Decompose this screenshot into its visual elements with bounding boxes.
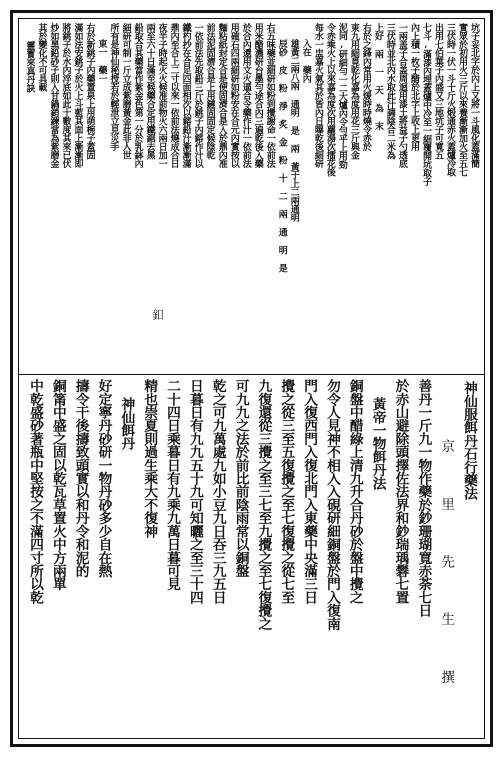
text-column xyxy=(420,23,432,370)
text-column xyxy=(206,379,229,734)
text-column xyxy=(204,23,216,370)
lower-text-columns xyxy=(23,379,480,734)
text-column xyxy=(432,23,444,370)
text-column xyxy=(389,379,412,734)
column-text: 右於新銚子內藥置泉上用萌椀子蓋固 xyxy=(84,23,95,159)
text-column xyxy=(168,23,180,370)
text-column xyxy=(71,23,83,370)
column-text: 前法泥固濟合是上用鏈固固定候陰乾 xyxy=(204,23,215,159)
text-column xyxy=(274,379,297,734)
column-text: 一兩盖子合盖周迴用漆土將益子勺透底 xyxy=(396,23,407,168)
column-text: 東九用細覓乾化嘉為度用花三斤與金 xyxy=(348,23,359,159)
column-text: 令赤乘火上以來嘉為度次用蘿湯次擂花後 xyxy=(324,23,335,176)
text-column xyxy=(343,379,366,734)
text-column xyxy=(468,23,480,370)
page-border xyxy=(18,18,485,739)
text-column xyxy=(320,379,343,734)
column-text: 日暮日有九九五十九可知曬之至三十四 xyxy=(186,379,203,604)
text-column xyxy=(411,379,434,734)
column-text: 三伏時並北內水取此汁調陰合二米為 xyxy=(384,23,395,159)
text-column xyxy=(252,379,275,734)
text-column xyxy=(216,23,228,370)
column-text: 於合內還用文火逼合令藥作汁一依前法 xyxy=(240,23,251,168)
text-column xyxy=(183,379,206,734)
column-text: 麵粘紙封定合是便固濟合是入於鼎內准 xyxy=(216,23,227,168)
text-column xyxy=(434,379,457,734)
column-text: 鐵杓抄在合足四面相次以鎔鉛汁漸漸滿 xyxy=(180,23,191,168)
column-text: 於赤山避除頭擇佐法界和鈔瑞瑀礬七置 xyxy=(392,379,409,604)
column-text: 中乾盛砂著瓶中堅按之不滿四寸所以乾 xyxy=(26,379,43,604)
column-text: 神仙服餌丹石行藥法 xyxy=(461,381,477,500)
column-text: 夜半子時起火火候准前物火六兩日加一 xyxy=(156,23,167,168)
text-column xyxy=(300,23,312,370)
upper-text-columns xyxy=(23,23,480,370)
text-column xyxy=(120,23,132,370)
column-text: 精也崇夏則過生乘大不復神 xyxy=(141,379,158,538)
text-column xyxy=(348,23,360,370)
text-column xyxy=(69,379,92,734)
column-text: 炒如黑鉛砂子則入甘鍋銷鍊當為紫磨金 xyxy=(48,23,59,168)
text-column xyxy=(35,23,47,370)
column-text: 勿令人見神不相入入硯研細銅盤於門入復南 xyxy=(323,379,340,630)
column-text: 銅盤中醋綠上清九升合丹砂於盤中攪之 xyxy=(346,379,363,604)
column-text: 泥同,研細勻一二大爐內令勻平上用勁 xyxy=(336,23,347,169)
column-text: 七斗,滿漆內埋蓋爐中冷至一細覆開坑取子 xyxy=(420,23,431,186)
upper-half-page xyxy=(19,19,484,375)
text-column xyxy=(180,23,192,370)
column-text: 鉛取合其藥當作紫金色第一分於乳鉢內 xyxy=(132,23,143,168)
text-column xyxy=(192,23,204,370)
column-text: 銅筩中盛之固以乾瓦草置火中方兩單 xyxy=(49,379,66,591)
column-text: 辰砂 皮 粉 淨 炙 金 粉 十 二 兩 通 明 是 xyxy=(276,39,287,272)
column-text: 用確石四兩細研如粉安在合元內實按以 xyxy=(228,23,239,168)
column-text: 乾之可九萬處九如小豆九日吞三九五日 xyxy=(209,379,226,604)
text-column xyxy=(23,23,35,370)
column-text: 雄黃二兩八兩 通明 是 兩 黃于上二兩通明 xyxy=(288,39,299,222)
text-column xyxy=(160,379,183,734)
text-column xyxy=(23,379,46,734)
column-text: 將銚子於水內淬底如此十數度其來已伏 xyxy=(60,23,71,168)
column-text: 其於變化不可具載 xyxy=(36,23,47,91)
text-column xyxy=(83,23,95,370)
text-column xyxy=(360,23,372,370)
text-column xyxy=(456,23,468,370)
text-column xyxy=(96,23,108,370)
text-column xyxy=(240,23,252,370)
text-column xyxy=(288,23,300,370)
column-text: 九復還從三攪之至三七至九攪之至七復攪之 xyxy=(255,379,272,630)
column-text: 滿如法安銚子於火上斗藍其面上漸漸即 xyxy=(72,23,83,168)
text-column xyxy=(46,379,69,734)
text-column xyxy=(312,23,324,370)
column-text: 入在 藥內 xyxy=(300,39,311,83)
text-column xyxy=(366,379,389,734)
text-column xyxy=(396,23,408,370)
text-column xyxy=(324,23,336,370)
text-column xyxy=(297,379,320,734)
text-column xyxy=(264,23,276,370)
column-text: 上好 兩 一 天 為 末 xyxy=(372,23,383,130)
column-text: 二十四日乘暮日有九乘九萬日暮可見 xyxy=(164,379,181,591)
column-text: 細研可制一斤立成紫磨黃金此非人世 xyxy=(120,23,131,159)
text-column xyxy=(276,23,288,370)
column-text: 黃帝一物餌丹法 xyxy=(369,397,386,490)
column-text: 門入復西門入復北門入東藥中央滿三日 xyxy=(301,379,318,604)
column-text: 鼎內至合上二寸以來一依前法燒成合日 xyxy=(168,23,179,168)
text-column xyxy=(229,379,252,734)
text-column xyxy=(132,23,144,370)
text-column xyxy=(137,379,160,734)
column-text: 靈寳來真丹訣 xyxy=(24,41,35,92)
column-text: 擣令干後擣致頭實以和丹令和泥的 xyxy=(72,379,89,578)
column-text: 所有是神仙秘授若於輕泄立見災手 xyxy=(108,23,119,151)
text-column xyxy=(108,23,120,370)
text-column xyxy=(47,23,59,370)
text-column xyxy=(457,379,480,734)
text-column xyxy=(228,23,240,370)
text-column xyxy=(115,379,138,734)
text-column xyxy=(384,23,396,370)
column-text: 一依前法先取鉛三斤於銚子內鎔作汁以 xyxy=(192,23,203,168)
column-text: 右五味藥並細研如粉到攪謝命一依前法 xyxy=(264,23,275,168)
text-column xyxy=(252,23,264,370)
text-column xyxy=(408,23,420,370)
lower-half-page xyxy=(19,375,484,738)
column-text: 右於之鋒內常用火煖時時燒令赤於 xyxy=(360,23,371,151)
column-text: 京 里 先 生 撰 xyxy=(438,439,455,698)
column-text: 用米醋濃研台墨勻途合內三遍乾後入藥 xyxy=(252,23,263,168)
column-text: 神仙餌丹 xyxy=(118,397,135,450)
column-text: 出用七伯葉子內盛又三地坑子可寬五 xyxy=(432,23,443,159)
text-column xyxy=(336,23,348,370)
text-column xyxy=(372,23,384,370)
text-column xyxy=(59,23,71,370)
column-text: 三伏時一伏一斗十斤火煅通赤火蓋爐冷取 xyxy=(444,23,455,176)
column-text: 善丹一斤九一物作藥於鈔珊瑚寬赤荼七日 xyxy=(415,379,432,617)
text-column xyxy=(92,379,115,734)
column-text: 每水一盅嘉火氣其於皆內日曝乾後細研 xyxy=(312,23,323,168)
column-text: 坑子妥北字於內上又將一斗風化蓋滿簡 xyxy=(469,23,480,168)
text-column xyxy=(444,23,456,370)
page-frame xyxy=(10,10,493,747)
column-text: 兩至六十日滿至候藥合定用鐵鋸去黑 xyxy=(144,23,155,159)
column-text: 實眾於初用火三斤以來養漸漸加火至五七 xyxy=(457,23,467,176)
column-text: 好定寧丹砂研一物丹砂多少自在熱 xyxy=(95,379,112,578)
column-text: 東一 藥一 xyxy=(96,39,107,83)
column-text: 可九九之法於前比前陰雨常以銅盤 xyxy=(232,379,249,578)
column-text: 攪之從三至五復攪之至七復攪之從七至 xyxy=(278,379,295,604)
column-text: 內上積一枚子醋於北字上收上更用 xyxy=(408,23,419,151)
page-tag: 釦 xyxy=(151,309,164,320)
